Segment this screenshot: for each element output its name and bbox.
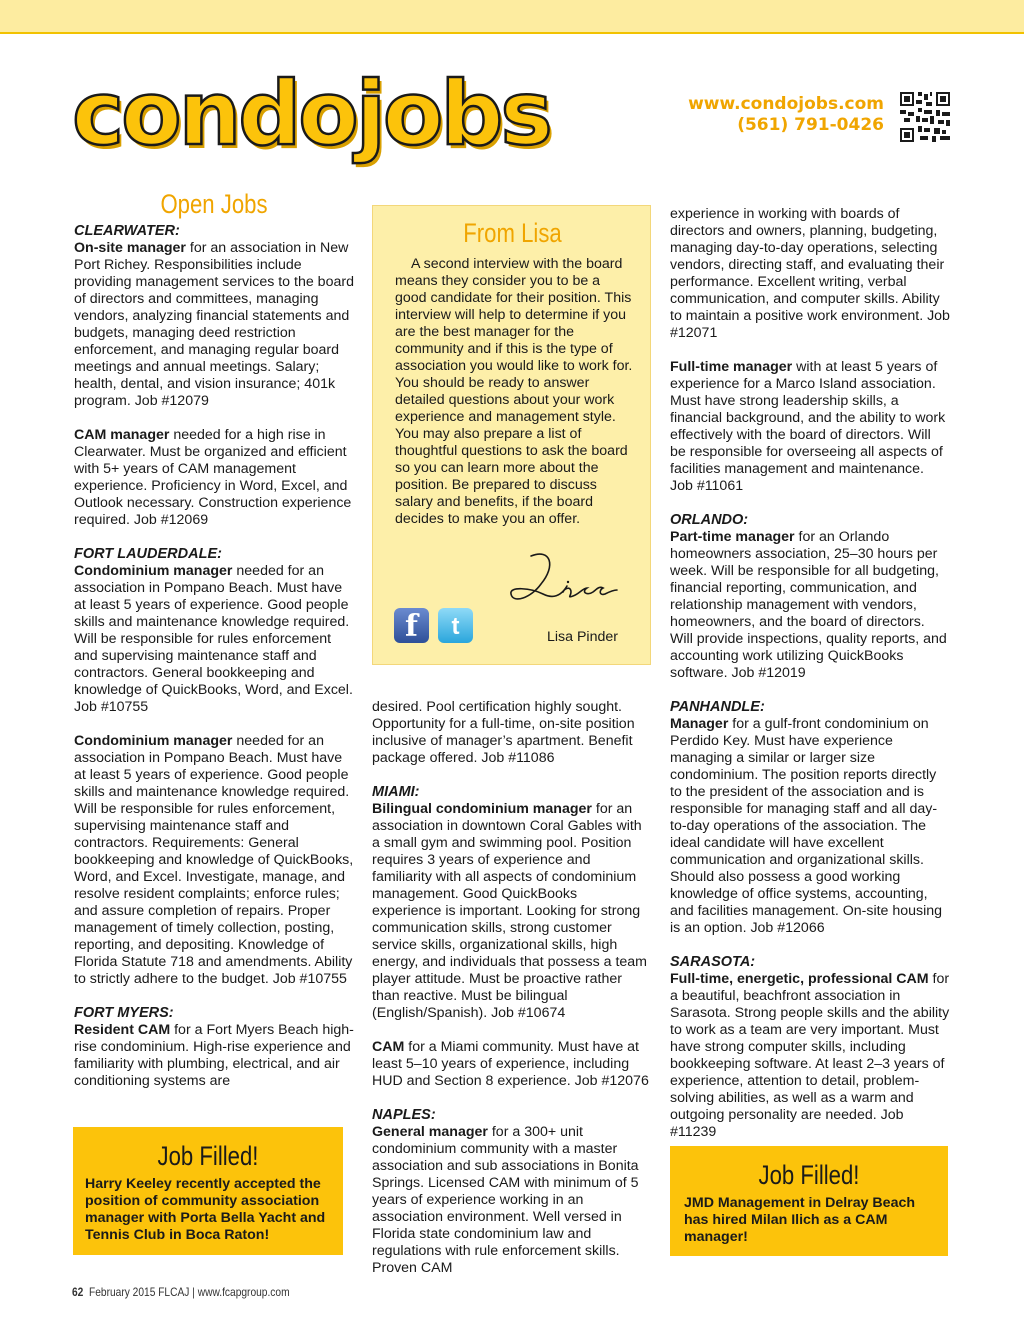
condojobs-logo: condojobs [72,62,550,165]
page-footer [72,1285,290,1299]
job-listing: Full-time, energetic, professional CAM for a beautiful, beachfront association in Sarasota. Strong people skills and the ability to work as a team are very important. Must have strong computer skills, including bookkeeping software. At least 2–3 years of experience, attention to detail, problem-solving abilities, as well as a warm and outgoing personality are needed. Job #11239 [670,971,950,1140]
page-number: 62 [72,1285,84,1299]
city-heading-sarasota: SARASOTA: [670,954,756,970]
phone-number: (561) 791-0426 [737,115,884,135]
city-heading-clearwater: CLEARWATER: [74,223,180,239]
signature-image [501,546,621,616]
job-listing: On-site manager for an association in New Port Richey. Responsibilities include providing management services to the board of directors and committees, managing vendors, analyzing financial statements and budgets, managing deed restriction enforcement, and managing regular board meetings and annual meetings. Salary; health, dental, and vision insurance; 401k program. Job #12079 [74,240,354,409]
job-listing: Full-time manager with at least 5 years of experience for a Marco Island association. Must have strong leadership skills, a financial background, and the ability to work effectively with the board of directors. Will be responsible for overseeing all aspects of facilities management and maintenance. Job #11061 [670,359,946,494]
city-heading-fort-myers: FORT MYERS: [74,1005,174,1021]
city-heading-orlando: ORLANDO: [670,512,749,528]
issue-info: February 2015 FLCAJ [89,1285,190,1299]
job-filled-title: Job Filled! [758,1160,860,1190]
lisa-name: Lisa Pinder [547,629,618,645]
job-listing-continued: experience in working with boards of directors and owners, planning, budgeting, managing day-to-day operations, selecting vendors, directing staff, and evaluating their performance. Excellent writing, verbal communication, and computer skills. Ability to maintain a positive work environment. Job #12071 [670,206,950,341]
job-filled-text: Harry Keeley recently accepted the position of community association manager with Porta Bella Yacht and Tennis Club in Boca Raton! [85,1176,326,1243]
job-listing: CAM for a Miami community. Must have at least 5–10 years of experience, including HUD and Section 8 experience. Job #12076 [372,1039,649,1089]
job-listing: Condominium manager needed for an association in Pompano Beach. Must have at least 5 years of experience. Good people skills and maintenance knowledge required. Will be responsible for rules enforcement, supervising maintenance staff and contractors. Requirements: General bookkeeping and knowledge of QuickBooks, Word, and Excel. Investigate, manage, and resolve resident complaints; enforce rules; and assure completion of repairs. Proper management of timely collection, posting, reporting, and depositing. Knowledge of Florida Statute 718 and amendments. Ability to strictly adhere to the budget. Job #10755 [74,733,354,987]
job-listing: Resident CAM for a Fort Myers Beach high-rise condominium. High-rise experience and familiarity with plumbing, electrical, and air conditioning systems are [74,1022,354,1089]
facebook-icon[interactable]: f [394,608,429,643]
footer-url[interactable]: www.fcapgroup.com [197,1285,290,1299]
city-heading-miami: MIAMI: [372,784,420,800]
twitter-icon[interactable]: t [438,608,473,643]
job-listing: Bilingual condominium manager for an association in downtown Coral Gables with a small gym and swimming pool. Position requires 3 years of experience and familiarity with all aspects of condominium management. Good QuickBooks experience is important. Looking for strong communication skills, strong customer service skills, organizational skills, high energy, and individuals that possess a team player attitude. Must be proactive rather than reactive. Must be bilingual (English/Spanish). Job #10674 [372,801,647,1021]
top-banner [0,0,1024,34]
job-filled-text: JMD Management in Delray Beach has hired Milan Ilich as a CAM manager! [684,1195,916,1245]
column-2 [372,699,650,1294]
job-listing: Manager for a gulf-front condominium on Perdido Key. Must have experience managing a similar or larger size condominium. The position reports directly to the president of the association and is responsible for managing staff and all day-to-day operations of the association. The ideal candidate will have excellent communication and organizational skills. Should also possess a good working knowledge of office systems, accounting, and facilities management. On-site housing is an option. Job #12066 [670,716,943,936]
job-listing-continued: desired. Pool certification highly sought. Opportunity for a full-time, on-site position inclusive of manager’s apartment. Benefit package offered. Job #11086 [372,699,635,766]
column-3 [670,206,950,1158]
city-heading-fort-lauderdale: FORT LAUDERDALE: [74,546,222,562]
job-filled-box-1 [73,1127,343,1255]
open-jobs-title: Open Jobs [160,189,268,219]
job-filled-box-2 [670,1146,948,1256]
website-link[interactable]: www.condojobs.com [688,94,884,114]
city-heading-panhandle: PANHANDLE: [670,699,765,715]
job-filled-title: Job Filled! [157,1141,259,1171]
job-listing: General manager for a 300+ unit condominium community with a master association and sub associations in Bonita Springs. Licensed CAM with minimum of 5 years of experience working in an association environment. Well versed in Florida state condominium law and regulations with rule enforcement skills. Proven CAM [372,1124,639,1276]
contact-info [688,94,884,136]
from-lisa-body: A second interview with the board means they consider you to be a good candidate for their position. This interview will help to determine if you are the best manager for the community and if this is the type of association you would like to work for. You should be ready to answer detailed questions about your work experience and management style. You may also prepare a list of thoughtful questions to ask the board so you can learn more about the position. Be prepared to discuss salary and benefits, if the board decides to make you an offer. [395,256,633,527]
job-listing: Part-time manager for an Orlando homeowners association, 25–30 hours per week. Will be responsible for all budgeting, financial reporting, communication, and relationship management with vendors, homeowners, and the board of directors. Will provide inspections, quality reports, and accounting work utilizing QuickBooks software. Job #12019 [670,529,947,681]
from-lisa-title: From Lisa [463,218,562,248]
city-heading-naples: NAPLES: [372,1107,436,1123]
footer-separator: | [192,1285,195,1299]
from-lisa-box [372,205,651,665]
qr-code-icon [900,92,950,142]
job-listing: Condominium manager needed for an association in Pompano Beach. Must have at least 5 years of experience. Good people skills and maintenance knowledge required. Will be responsible for rules enforcement and supervising maintenance staff and contractors. General bookkeeping and knowledge of QuickBooks, Word, and Excel. Job #10755 [74,563,353,715]
column-1 [74,189,354,1107]
job-listing: CAM manager needed for a high rise in Clearwater. Must be organized and efficient with 5+ years of CAM management experience. Proficiency in Word, Excel, and Outlook necessary. Construction experience required. Job #12069 [74,427,352,528]
